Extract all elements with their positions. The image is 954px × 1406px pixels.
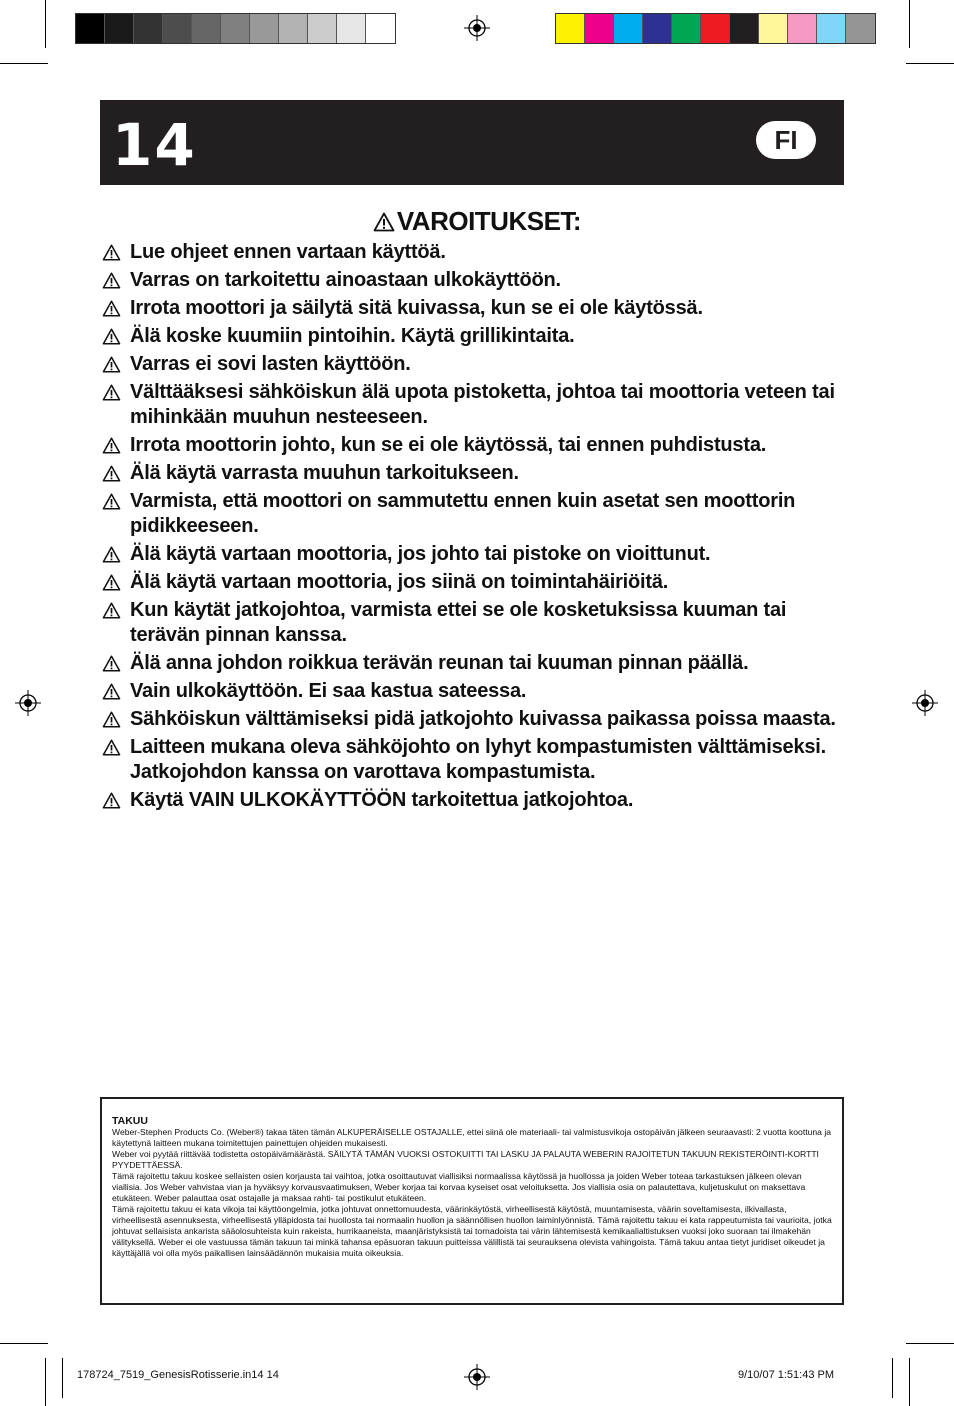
warning-item [102,598,852,648]
warning-item [102,570,852,595]
warning-item [102,788,852,813]
warning-text: Irrota moottori ja säilytä sitä kuivassa, kun se ei ole käytössä. [130,297,703,319]
warning-item [102,679,852,704]
registration-mark-icon [464,15,490,41]
warning-triangle-icon [102,602,121,619]
crop-mark [906,1343,954,1344]
warning-text: Älä käytä vartaan moottoria, jos siinä on toimintahäiriöitä. [130,571,669,593]
warning-item [102,461,852,486]
warning-item [102,268,852,293]
warning-item [102,380,852,430]
color-swatch [817,14,846,43]
footer-timestamp: 9/10/07 1:51:43 PM [738,1369,835,1381]
warnings-title: VAROITUKSET: [396,206,582,236]
warning-triangle-icon [102,792,121,809]
warning-text: Käytä VAIN ULKOKÄYTTÖÖN tarkoitettua jatkojohtoa. [130,789,634,811]
warning-text: Irrota moottorin johto, kun se ei ole käytössä, tai ennen puhdistusta. [130,434,767,456]
gray-swatch [366,14,395,43]
gray-swatch [76,14,105,43]
crop-mark [45,1358,46,1406]
gray-swatch [163,14,192,43]
crop-mark [0,63,48,64]
gray-swatch [221,14,250,43]
warning-triangle-icon [102,465,121,482]
warning-text: Varras ei sovi lasten käyttöön. [130,353,411,375]
warning-triangle-icon [102,493,121,510]
gray-swatch [250,14,279,43]
warning-triangle-icon [102,574,121,591]
gray-swatch [134,14,163,43]
language-badge: FI [756,121,816,159]
crop-mark [0,1343,48,1344]
warning-text: Lue ohjeet ennen vartaan käyttöä. [130,241,446,263]
warning-text: Älä käytä vartaan moottoria, jos johto tai pistoke on vioittunut. [130,543,711,565]
page-number: 14 [112,111,197,179]
warning-item [102,735,852,785]
warning-item [102,542,852,567]
warning-item [102,651,852,676]
warranty-title: TAKUU [112,1115,148,1127]
warning-item [102,489,852,539]
warnings-list [102,240,852,816]
warning-text: Älä käytä varrasta muuhun tarkoitukseen. [130,462,519,484]
crop-mark [909,0,910,48]
footer-file-name: 178724_7519_GenesisRotisserie.in14 14 [77,1369,279,1381]
warning-triangle-icon [102,683,121,700]
warning-item [102,707,852,732]
crop-mark [909,1358,910,1406]
warning-triangle-icon [102,384,121,401]
crop-mark [62,1358,63,1398]
warning-triangle-icon [102,244,121,261]
warning-triangle-icon [373,212,395,232]
crop-mark [906,63,954,64]
color-swatch [614,14,643,43]
warranty-box [100,1097,844,1305]
warning-item [102,352,852,377]
warning-triangle-icon [102,272,121,289]
registration-mark-icon [912,690,938,716]
warning-item [102,240,852,265]
gray-swatch [192,14,221,43]
warning-item [102,433,852,458]
warning-triangle-icon [102,655,121,672]
color-swatch [759,14,788,43]
gray-color-bar [75,13,396,44]
gray-swatch [308,14,337,43]
color-swatch [643,14,672,43]
warning-triangle-icon [102,300,121,317]
registration-mark-icon [464,1364,490,1390]
warning-text: Varmista, että moottori on sammutettu ennen kuin asetat sen moottorin pidikkeeseen. [130,490,796,537]
warning-text: Varras on tarkoitettu ainoastaan ulkokäyttöön. [130,269,561,291]
warning-triangle-icon [102,437,121,454]
color-swatch [672,14,701,43]
warning-text: Älä koske kuumiin pintoihin. Käytä grillikintaita. [130,325,575,347]
warning-triangle-icon [102,546,121,563]
gray-swatch [337,14,366,43]
warning-triangle-icon [102,739,121,756]
warning-text: Sähköiskun välttämiseksi pidä jatkojohto kuivassa paikassa poissa maasta. [130,708,836,730]
process-color-bar [555,13,876,44]
warning-item [102,324,852,349]
gray-swatch [105,14,134,43]
warning-text: Välttääksesi sähköiskun älä upota pistoketta, johtoa tai moottoria veteen tai mihinkään muuhun nesteeseen. [130,381,835,428]
warning-text: Kun käytät jatkojohtoa, varmista ettei se ole kosketuksissa kuuman tai terävän pinnan kanssa. [130,599,787,646]
warning-text: Vain ulkokäyttöön. Ei saa kastua sateessa. [130,680,527,702]
warning-item [102,296,852,321]
crop-mark [892,1358,893,1398]
gray-swatch [279,14,308,43]
page-header-bar [100,100,844,185]
color-swatch [585,14,614,43]
color-swatch [556,14,585,43]
warning-text: Laitteen mukana oleva sähköjohto on lyhyt kompastumisten välttämiseksi. Jatkojohdon kanssa on varottava kompastumista. [130,736,827,783]
warning-triangle-icon [102,711,121,728]
color-swatch [846,14,875,43]
color-swatch [701,14,730,43]
color-swatch [788,14,817,43]
crop-mark [45,0,46,48]
warning-text: Älä anna johdon roikkua terävän reunan tai kuuman pinnan päällä. [130,652,749,674]
warning-triangle-icon [102,328,121,345]
registration-mark-icon [15,690,41,716]
warnings-heading [0,206,954,237]
warning-triangle-icon [102,356,121,373]
color-swatch [730,14,759,43]
warranty-text: Weber-Stephen Products Co. (Weber®) takaa täten tämän ALKUPERÄISELLE OSTAJALLE, ettei siinä ole materiaali- tai valmistusvikoja ostopäivän jälkeen seuraavasti: 2 vuotta koottuna ja käytettynä laitteen mukana toimitettujen painettujen ohjeiden mukaisesti. Weber voi pyytää riittävää todistetta ostopäivämäärästä. SÄILYTÄ TÄMÄN VUOKSI OSTOKUITTI TAI LASKU JA PALAUTA WEBERIN RAJOITETUN TAKUUN REKISTERÖINTI-KORTTI PYYDETTÄESSÄ. Tämä rajoitettu takuu koskee sellaisten osien korjausta tai vaihtoa, jotka osoittautuvat viallisiksi normaalissa käytössä ja huollossa ja joiden Weber toteaa tarkastuksen jälkeen olevan viallisia. Jos Weber vahvistaa vian ja hyväksyy korvausvaatimuksen, Weber korjaa tai korvaa kyseiset osat veloituksetta. Jos viallisia osia on palautettava, kuljetuskulut on maksettava etukäteen. Weber palauttaa osat ostajalle ja maksaa rahti- tai postikulut etukäteen. Tämä rajoitettu takuu ei kata vikoja tai käyttöongelmia, jotka johtuvat onnettomuudesta, väärinkäytöstä, virheellisestä käytöstä, muuntamisesta, väärin soveltamisesta, ilkivallasta, virheellisestä asennuksesta, virheellisestä ylläpidosta tai huollosta tai normaalin huollon ja säännöllisen huollon laiminlyönnistä. Tämä rajoitettu takuu ei kata rappeutumista tai vaurioita, jotka johtuvat sellaisista ankarista sääolosuhteista kuin rakeista, hurrikaaneista, maanjäristyksistä tai tornadoista tai värin lähtemisestä kemikaalialtistuksen vuoksi joko suoraan tai ilmakehän välityksellä. Weber ei ole vastuussa tämän takuun tai minkä tahansa epäsuoran takuun puitteissa välillistä tai seurauksena olevista vahingoista. Tämä takuu antaa tietyt juridiset oikeudet ja käyttäjällä voi olla myös paikallisen lainsäädännön mukaisia muita oikeuksia. [112,1127,832,1258]
